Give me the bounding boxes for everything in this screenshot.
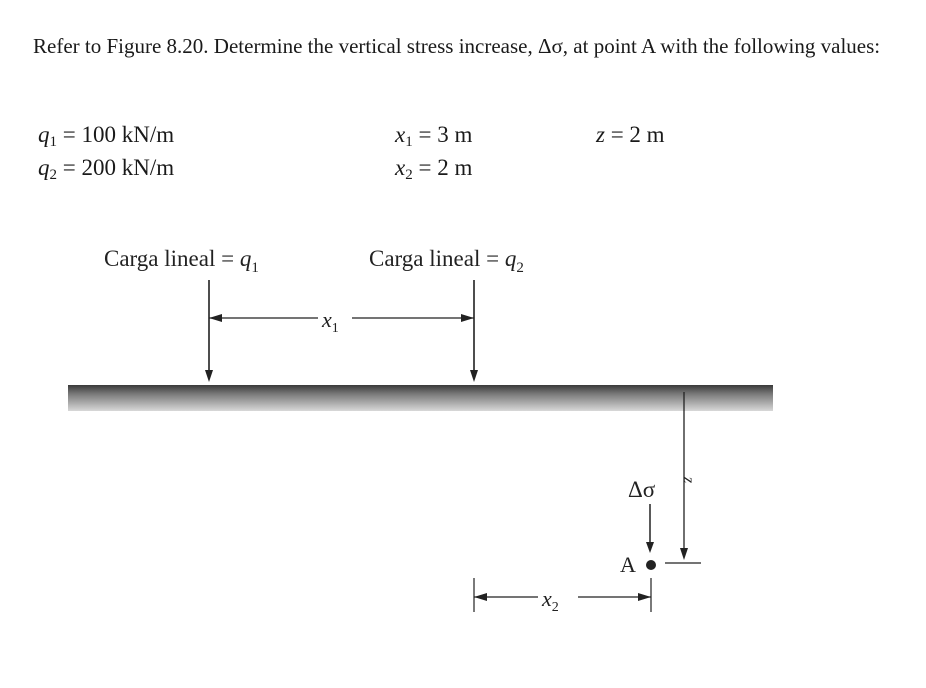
dim-x1-label: $x_1$ — [322, 307, 339, 336]
given-z: z = 2 m — [596, 122, 665, 147]
delta-sigma-arrow — [646, 504, 654, 553]
dim-z-label: z — [680, 476, 697, 484]
load1-label: Carga lineal = $q_1$ — [104, 246, 259, 276]
given-q2: $q_2 = 200$ kN/m — [38, 155, 175, 183]
given-q1: $q_1 = 100$ kN/m — [38, 122, 175, 150]
load1-arrow — [205, 280, 213, 382]
problem-text: Refer to Figure 8.20. Determine the vertical stress increase, Δσ, at point A with the following values: — [33, 34, 881, 58]
point-a-label: A — [620, 552, 636, 577]
dim-x2-line — [474, 578, 651, 612]
given-x1: $x_1 = 3$ m — [395, 122, 473, 150]
load2-arrow — [470, 280, 478, 382]
delta-sigma-label: Δσ — [628, 477, 656, 502]
dim-x1-line — [209, 314, 474, 322]
ground-surface — [68, 385, 773, 411]
dim-x2-label: $x_2$ — [542, 586, 559, 615]
point-a-marker — [646, 560, 656, 570]
given-x2: $x_2 = 2$ m — [395, 155, 473, 183]
load2-label: Carga lineal = $q_2$ — [369, 246, 524, 276]
